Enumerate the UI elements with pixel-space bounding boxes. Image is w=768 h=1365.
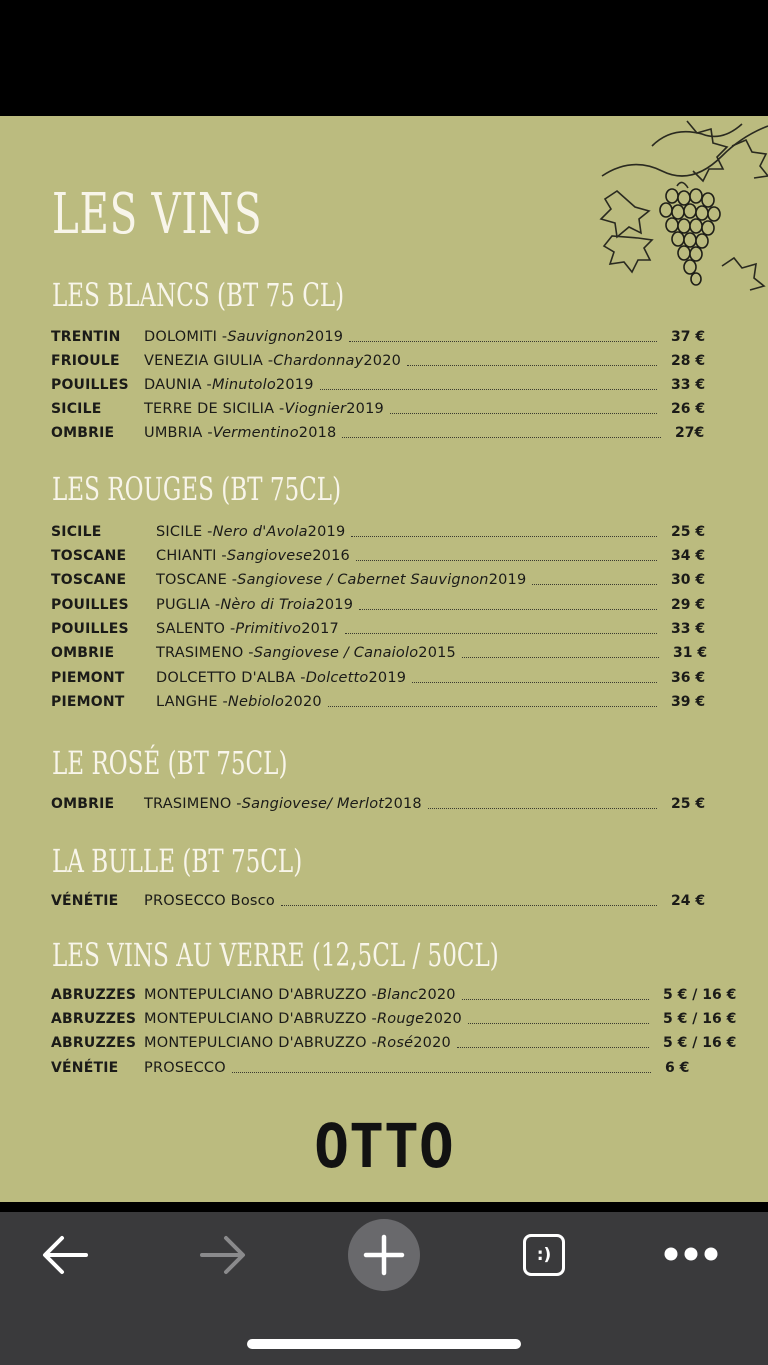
region-label: OMBRIE [51, 645, 115, 661]
dot-leader [462, 657, 659, 658]
price: 31 € [673, 645, 708, 661]
dot-leader [349, 341, 657, 342]
dot-leader [532, 584, 657, 585]
section-title-verre: LES VINS AU VERRE (12,5CL / 50CL) [52, 936, 499, 974]
wine-name: PUGLIA - Nèro di Troia 2019 [156, 597, 354, 613]
region-label: PIEMONT [51, 694, 125, 710]
forward-arrow-icon [198, 1233, 250, 1277]
region-label: TOSCANE [51, 548, 127, 564]
region-label: SICILE [51, 401, 102, 417]
price: 39 € [671, 694, 706, 710]
dot-leader [390, 413, 657, 414]
back-arrow-icon [38, 1233, 90, 1277]
region-label: VÉNÉTIE [51, 893, 119, 909]
price: 28 € [671, 353, 706, 369]
dot-leader [351, 536, 657, 537]
more-button[interactable] [660, 1234, 722, 1274]
dot-leader [457, 1047, 649, 1048]
price: 5 € / 16 € [663, 1011, 737, 1027]
wine-name: MONTEPULCIANO D'ABRUZZO - Rouge 2020 [144, 1011, 462, 1027]
wine-name: DAUNIA - Minutolo 2019 [144, 377, 314, 393]
dot-leader [359, 609, 657, 610]
section-title-rose: LE ROSÉ (BT 75CL) [52, 744, 288, 782]
price: 33 € [671, 377, 706, 393]
price: 33 € [671, 621, 706, 637]
region-label: OMBRIE [51, 796, 115, 812]
tabs-button[interactable] [518, 1229, 570, 1281]
wine-name: LANGHE - Nebiolo 2020 [156, 694, 322, 710]
home-indicator[interactable] [247, 1339, 521, 1349]
region-label: PIEMONT [51, 670, 125, 686]
dot-leader [232, 1072, 651, 1073]
region-label: POUILLES [51, 597, 129, 613]
wine-name: TRASIMENO - Sangiovese/ Merlot 2018 [144, 796, 422, 812]
wine-name: CHIANTI - Sangiovese 2016 [156, 548, 350, 564]
wine-menu-image [0, 116, 768, 1202]
forward-button[interactable] [194, 1230, 254, 1280]
region-label: SICILE [51, 524, 102, 540]
region-label: ABRUZZES [51, 1035, 137, 1051]
price: 29 € [671, 597, 706, 613]
wine-name: PROSECCO [144, 1060, 226, 1076]
dot-leader [428, 808, 657, 809]
section-title-bulle: LA BULLE (BT 75CL) [52, 842, 303, 880]
region-label: TOSCANE [51, 572, 127, 588]
price: 24 € [671, 893, 706, 909]
wine-name: TRASIMENO - Sangiovese / Canaiolo 2015 [156, 645, 456, 661]
back-button[interactable] [34, 1230, 94, 1280]
price: 37 € [671, 329, 706, 345]
dot-leader [328, 706, 657, 707]
dot-leader [281, 905, 657, 906]
brand-logo: OTTO [314, 1110, 454, 1182]
dot-leader [407, 365, 657, 366]
wine-name: MONTEPULCIANO D'ABRUZZO - Blanc 2020 [144, 987, 456, 1003]
wine-name: VENEZIA GIULIA - Chardonnay 2020 [144, 353, 402, 369]
price: 34 € [671, 548, 706, 564]
price: 5 € / 16 € [663, 1035, 737, 1051]
wine-name: PROSECCO Bosco [144, 893, 275, 909]
section-title-blancs: LES BLANCS (BT 75 CL) [52, 276, 345, 314]
dot-leader [412, 682, 657, 683]
dot-leader [345, 633, 657, 634]
region-label: TRENTIN [51, 329, 121, 345]
new-tab-button[interactable] [348, 1219, 420, 1291]
wine-name: DOLOMITI - Sauvignon 2019 [144, 329, 344, 345]
region-label: OMBRIE [51, 425, 115, 441]
region-label: ABRUZZES [51, 987, 137, 1003]
section-title-rouges: LES ROUGES (BT 75CL) [52, 470, 342, 508]
price: 36 € [671, 670, 706, 686]
wine-name: UMBRIA - Vermentino 2018 [144, 425, 337, 441]
dot-leader [320, 389, 657, 390]
dot-leader [468, 1023, 649, 1024]
wine-name: DOLCETTO D'ALBA - Dolcetto 2019 [156, 670, 407, 686]
price: 6 € [665, 1060, 690, 1076]
price: 27€ [675, 425, 705, 441]
wine-name: MONTEPULCIANO D'ABRUZZO - Rosé 2020 [144, 1035, 451, 1051]
price: 30 € [671, 572, 706, 588]
price: 5 € / 16 € [663, 987, 737, 1003]
region-label: ABRUZZES [51, 1011, 137, 1027]
dot-leader [462, 999, 649, 1000]
menu-title: LES VINS [52, 182, 263, 247]
wine-name: TOSCANE - Sangiovese / Cabernet Sauvignon 2019 [156, 572, 527, 588]
grape-vine-icon [592, 116, 768, 294]
wine-name: SICILE - Nero d'Avola 2019 [156, 524, 346, 540]
price: 25 € [671, 796, 706, 812]
wine-name: SALENTO - Primitivo 2017 [156, 621, 339, 637]
region-label: POUILLES [51, 377, 129, 393]
price: 25 € [671, 524, 706, 540]
dot-leader [342, 437, 661, 438]
dot-leader [356, 560, 657, 561]
region-label: VÉNÉTIE [51, 1060, 119, 1076]
plus-icon [362, 1233, 406, 1277]
price: 26 € [671, 401, 706, 417]
more-icon [663, 1246, 719, 1262]
wine-name: TERRE DE SICILIA - Viognier 2019 [144, 401, 384, 417]
region-label: FRIOULE [51, 353, 120, 369]
tabs-icon: :) [523, 1234, 565, 1276]
region-label: POUILLES [51, 621, 129, 637]
